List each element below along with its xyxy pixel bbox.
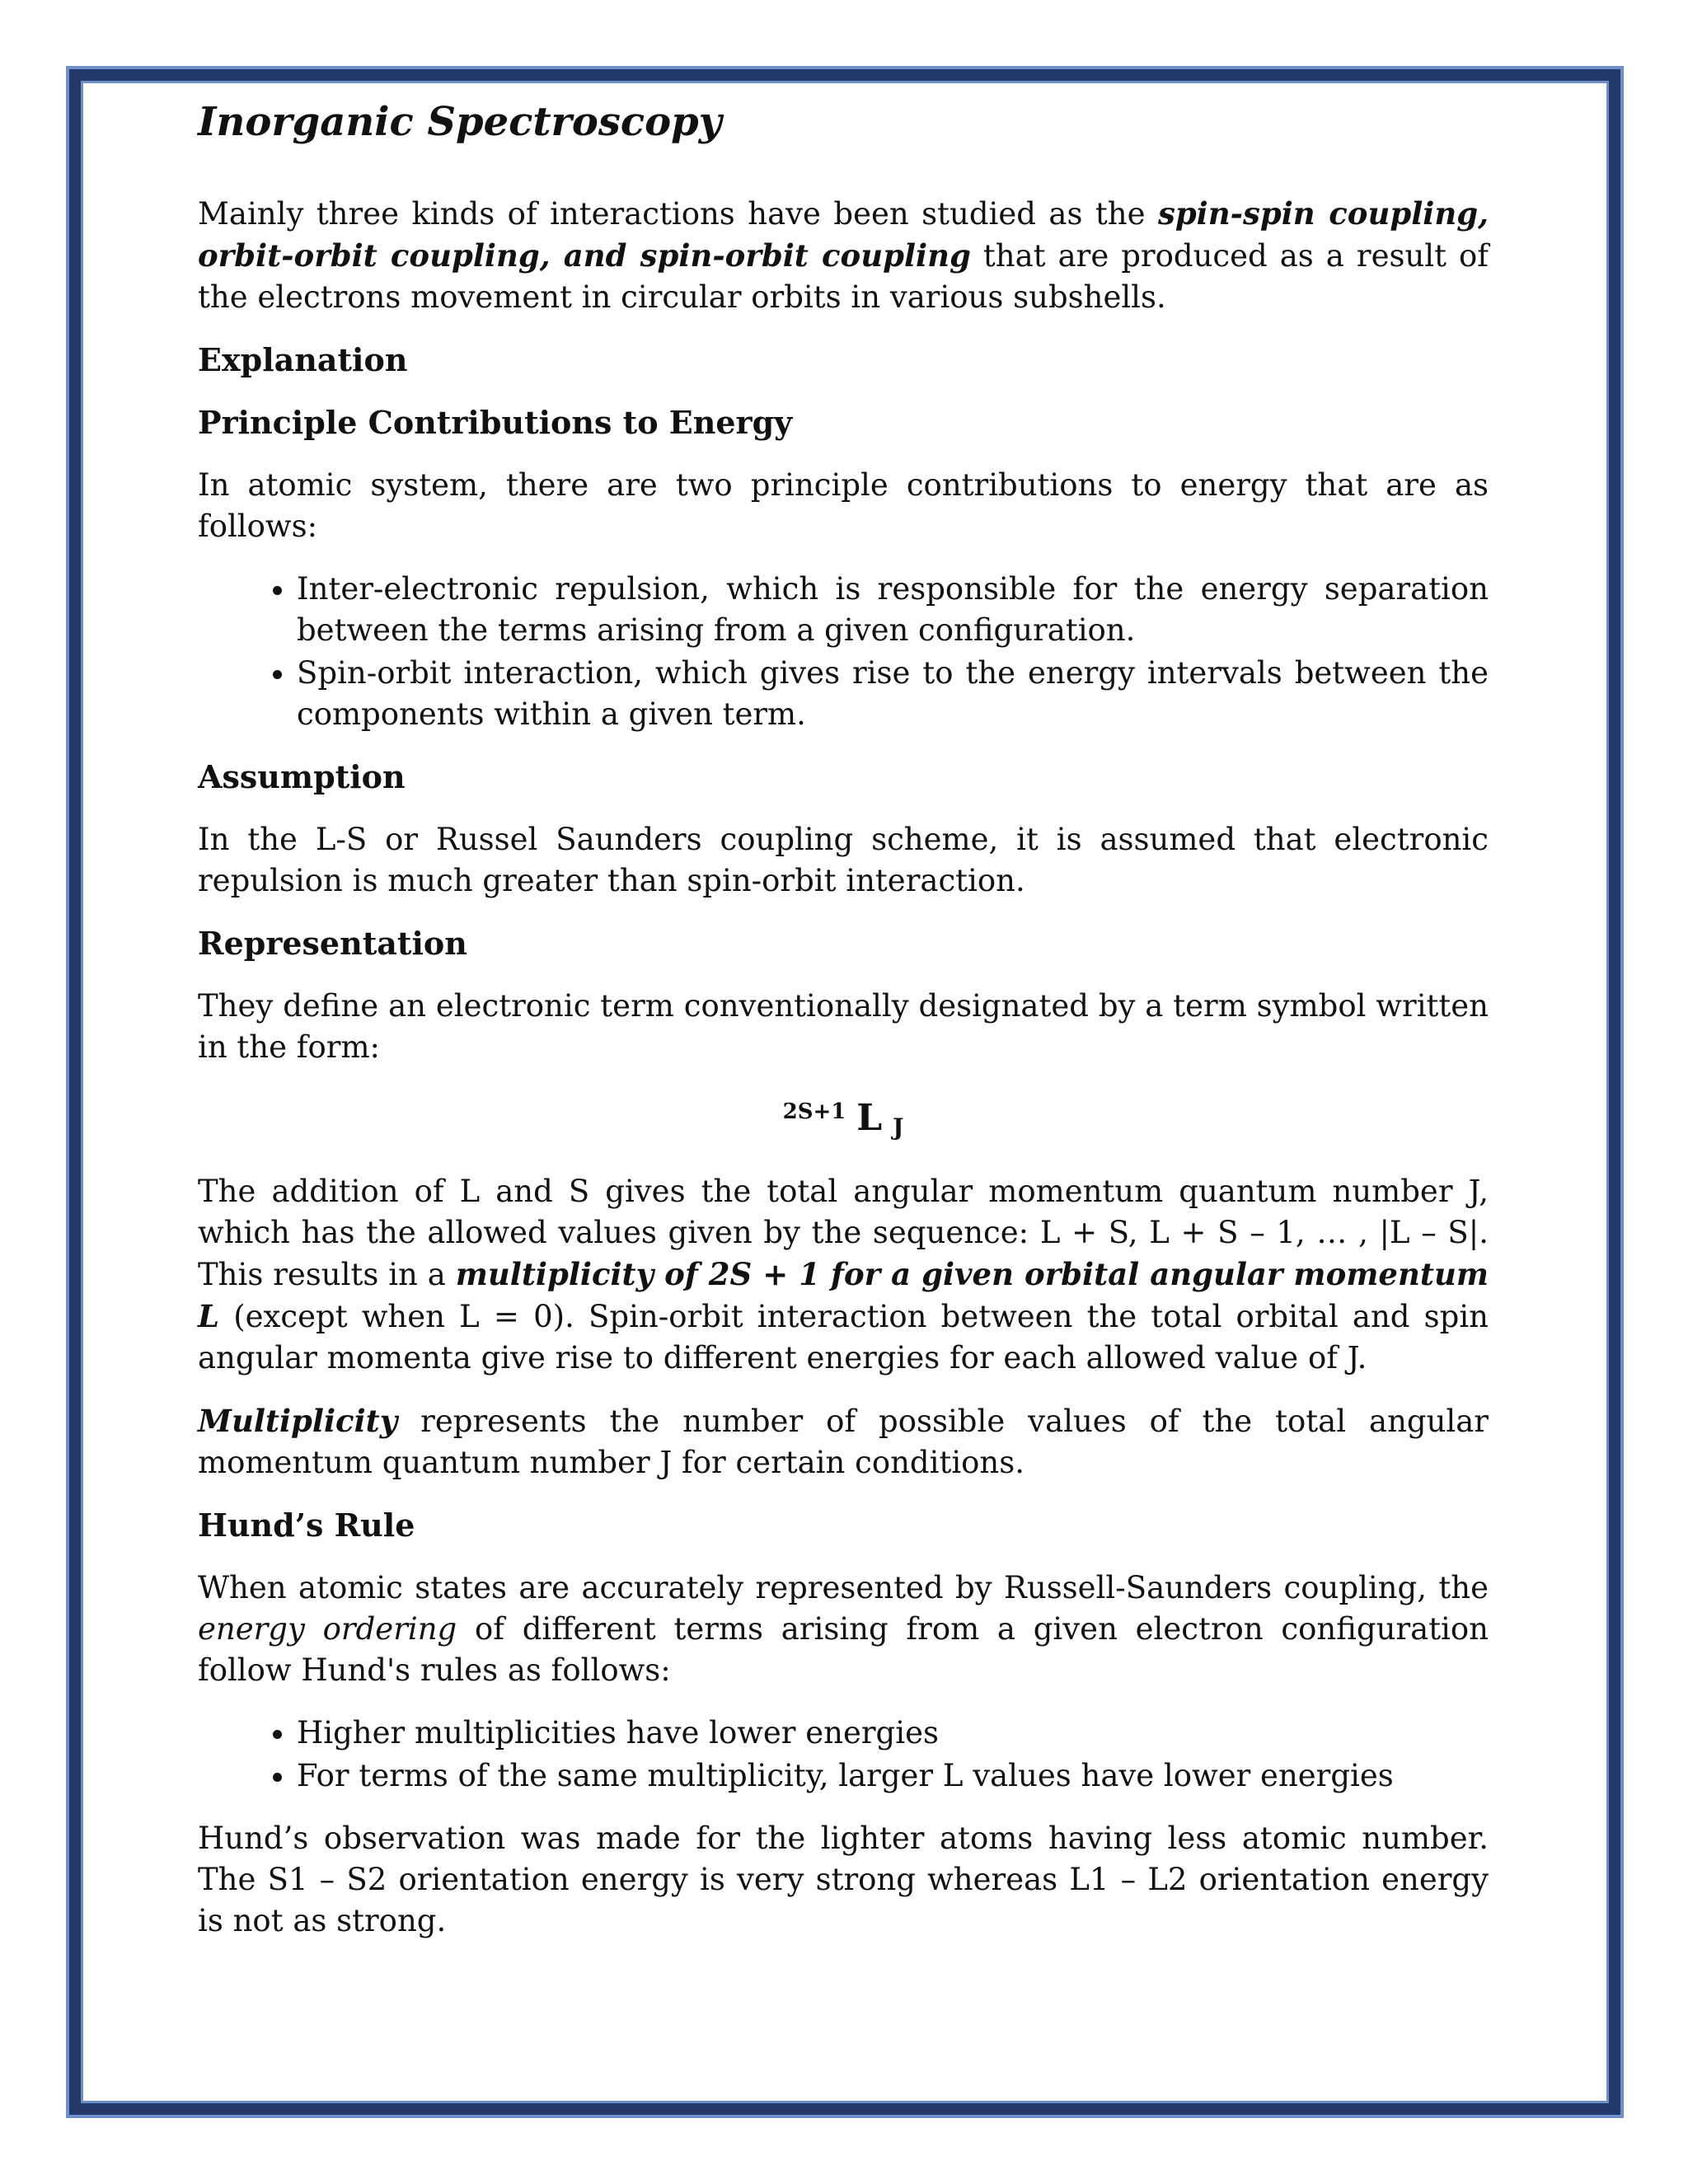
intro-text-end: that are produced as a result of the electrons movement in circular orbits in various subshells. — [198, 238, 1489, 315]
addition-text-end: (except when L = 0). Spin-orbit interaction between the total orbital and spin angular momenta give rise to different energies for each allowed value of J. — [198, 1299, 1489, 1376]
hunds-list — [198, 1713, 1489, 1797]
assumption-text: In the L-S or Russel Saunders coupling scheme, it is assumed that electronic repulsion is much greater than spin-orbit interaction. — [198, 822, 1489, 898]
multiplicity-emphasis: Multiplicity — [198, 1403, 398, 1439]
intro-paragraph — [198, 193, 1489, 318]
term-symbol-main: L — [856, 1097, 883, 1139]
list-item: • For terms of the same multiplicity, larger L values have lower energies — [297, 1755, 1489, 1797]
multiplicity-paragraph — [198, 1400, 1489, 1483]
intro-text-start: Mainly three kinds of interactions have been studied as the — [198, 196, 1158, 232]
term-symbol-superscript: 2S+1 — [782, 1099, 846, 1124]
multiplicity-text: represents the number of possible values of the total angular momentum quantum number J for certain conditions. — [198, 1404, 1489, 1480]
principle-intro: In atomic system, there are two principle contributions to energy that are as follows: — [198, 467, 1489, 544]
representation-text: They define an electronic term conventionally designated by a term symbol written in the form: — [198, 988, 1489, 1065]
addition-text-start: The addition of L and S gives the total angular momentum quantum number J, which has the allowed values given by the sequence: L + S, L + S – 1, … , |L – S|. This results in a — [198, 1174, 1489, 1292]
addition-emphasis: multiplicity of 2S + 1 for a given orbital angular momentum L — [198, 1256, 1489, 1334]
document-body — [198, 97, 1489, 1963]
principle-list — [198, 569, 1489, 735]
intro-emphasis: spin-spin coupling, orbit-orbit coupling, and spin-orbit coupling — [198, 195, 1489, 274]
principle-heading: Principle Contributions to Energy — [198, 404, 793, 441]
hunds-intro-emphasis: energy ordering — [198, 1611, 457, 1647]
list-item: • Spin-orbit interaction, which gives rise to the energy intervals between the components within a given term. — [297, 653, 1489, 735]
explanation-heading: Explanation — [198, 341, 408, 378]
assumption-heading: Assumption — [198, 758, 406, 795]
term-symbol — [198, 1090, 1489, 1150]
term-symbol-subscript: J — [893, 1113, 904, 1141]
representation-heading: Representation — [198, 925, 467, 962]
hunds-intro — [198, 1568, 1489, 1691]
addition-paragraph — [198, 1171, 1489, 1379]
hunds-intro-end: of different terms arising from a given electron configuration follow Hund's rules as follows: — [198, 1611, 1489, 1688]
hunds-heading: Hund’s Rule — [198, 1507, 415, 1544]
hunds-intro-start: When atomic states are accurately represented by Russell-Saunders coupling, the — [198, 1570, 1489, 1605]
hunds-observation: Hund’s observation was made for the lighter atoms having less atomic number. The S1 – S2 orientation energy is very strong whereas L1 – L2 orientation energy is not as strong. — [198, 1821, 1489, 1938]
list-item: • Inter-electronic repulsion, which is responsible for the energy separation between the terms arising from a given configuration. — [297, 569, 1489, 651]
list-item: • Higher multiplicities have lower energies — [297, 1713, 1489, 1754]
document-title: Inorganic Spectroscopy — [198, 99, 722, 145]
